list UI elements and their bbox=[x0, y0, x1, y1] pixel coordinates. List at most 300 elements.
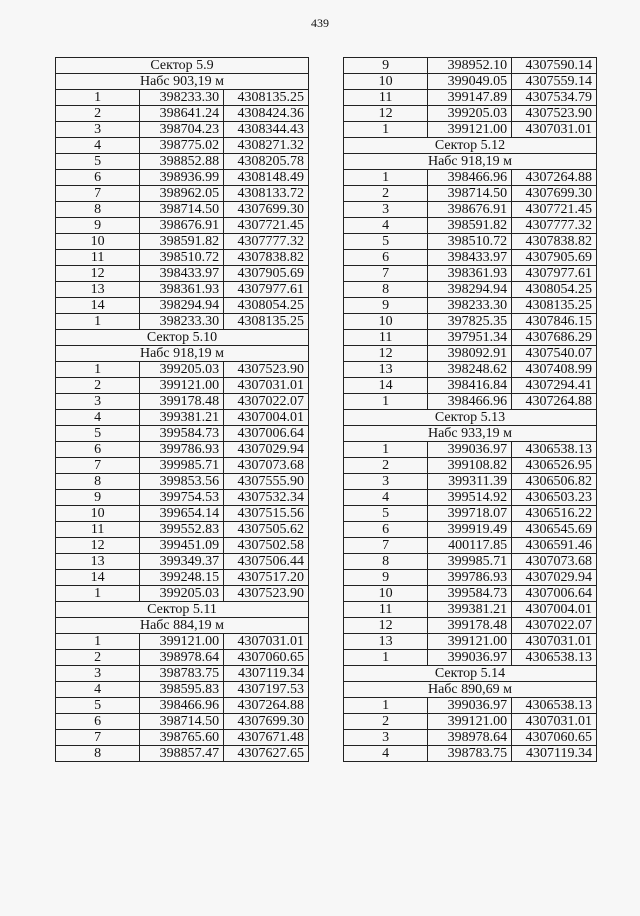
y-coordinate: 4307627.65 bbox=[224, 746, 309, 762]
table-row bbox=[56, 730, 309, 746]
sector-header-row bbox=[344, 426, 597, 442]
point-number: 2 bbox=[344, 186, 428, 202]
x-coordinate: 399205.03 bbox=[140, 362, 224, 378]
x-coordinate: 399853.56 bbox=[140, 474, 224, 490]
point-number: 11 bbox=[56, 250, 140, 266]
sector-header-row bbox=[56, 74, 309, 90]
y-coordinate: 4307506.44 bbox=[224, 554, 309, 570]
x-coordinate: 398466.96 bbox=[428, 170, 512, 186]
table-row bbox=[344, 170, 597, 186]
y-coordinate: 4307004.01 bbox=[224, 410, 309, 426]
table-row bbox=[56, 634, 309, 650]
x-coordinate: 399049.05 bbox=[428, 74, 512, 90]
x-coordinate: 398962.05 bbox=[140, 186, 224, 202]
point-number: 3 bbox=[56, 122, 140, 138]
table-row bbox=[344, 90, 597, 106]
table-row bbox=[56, 122, 309, 138]
y-coordinate: 4307559.14 bbox=[512, 74, 597, 90]
table-row bbox=[56, 106, 309, 122]
y-coordinate: 4307022.07 bbox=[224, 394, 309, 410]
x-coordinate: 398466.96 bbox=[428, 394, 512, 410]
point-number: 2 bbox=[56, 650, 140, 666]
point-number: 9 bbox=[56, 218, 140, 234]
y-coordinate: 4307532.34 bbox=[224, 490, 309, 506]
point-number: 5 bbox=[56, 698, 140, 714]
point-number: 7 bbox=[56, 186, 140, 202]
y-coordinate: 4307031.01 bbox=[512, 634, 597, 650]
table-row bbox=[344, 554, 597, 570]
point-number: 1 bbox=[344, 394, 428, 410]
y-coordinate: 4307505.62 bbox=[224, 522, 309, 538]
x-coordinate: 399178.48 bbox=[428, 618, 512, 634]
x-coordinate: 398361.93 bbox=[140, 282, 224, 298]
point-number: 8 bbox=[56, 202, 140, 218]
point-number: 4 bbox=[344, 218, 428, 234]
y-coordinate: 4307517.20 bbox=[224, 570, 309, 586]
table-row bbox=[344, 650, 597, 666]
point-number: 6 bbox=[56, 170, 140, 186]
point-number: 13 bbox=[344, 634, 428, 650]
table-row bbox=[344, 570, 597, 586]
y-coordinate: 4307264.88 bbox=[224, 698, 309, 714]
table-row bbox=[344, 266, 597, 282]
x-coordinate: 398233.30 bbox=[140, 90, 224, 106]
point-number: 5 bbox=[344, 234, 428, 250]
table-row bbox=[344, 746, 597, 762]
y-coordinate: 4308135.25 bbox=[512, 298, 597, 314]
table-row bbox=[56, 218, 309, 234]
y-coordinate: 4307846.15 bbox=[512, 314, 597, 330]
x-coordinate: 398775.02 bbox=[140, 138, 224, 154]
y-coordinate: 4307197.53 bbox=[224, 682, 309, 698]
x-coordinate: 398233.30 bbox=[428, 298, 512, 314]
sector-height: Набс 890,69 м bbox=[344, 682, 597, 698]
table-row bbox=[56, 570, 309, 586]
y-coordinate: 4307006.64 bbox=[224, 426, 309, 442]
point-number: 12 bbox=[344, 106, 428, 122]
point-number: 5 bbox=[56, 426, 140, 442]
y-coordinate: 4307004.01 bbox=[512, 602, 597, 618]
y-coordinate: 4306538.13 bbox=[512, 442, 597, 458]
y-coordinate: 4307031.01 bbox=[224, 634, 309, 650]
table-row bbox=[344, 634, 597, 650]
x-coordinate: 398852.88 bbox=[140, 154, 224, 170]
x-coordinate: 399718.07 bbox=[428, 506, 512, 522]
point-number: 10 bbox=[344, 586, 428, 602]
point-number: 11 bbox=[344, 602, 428, 618]
y-coordinate: 4308135.25 bbox=[224, 314, 309, 330]
y-coordinate: 4307523.90 bbox=[224, 362, 309, 378]
sector-title: Сектор 5.11 bbox=[56, 602, 309, 618]
table-row bbox=[56, 522, 309, 538]
table-row bbox=[56, 314, 309, 330]
x-coordinate: 399381.21 bbox=[140, 410, 224, 426]
table-row bbox=[344, 298, 597, 314]
y-coordinate: 4306503.23 bbox=[512, 490, 597, 506]
point-number: 8 bbox=[56, 746, 140, 762]
table-row bbox=[56, 666, 309, 682]
x-coordinate: 398857.47 bbox=[140, 746, 224, 762]
coordinates-table-left bbox=[55, 57, 309, 762]
table-row bbox=[56, 394, 309, 410]
y-coordinate: 4307119.34 bbox=[512, 746, 597, 762]
table-row bbox=[56, 138, 309, 154]
point-number: 3 bbox=[344, 730, 428, 746]
table-row bbox=[344, 618, 597, 634]
y-coordinate: 4307905.69 bbox=[512, 250, 597, 266]
table-row bbox=[344, 346, 597, 362]
y-coordinate: 4307031.01 bbox=[224, 378, 309, 394]
point-number: 7 bbox=[344, 538, 428, 554]
sector-height: Набс 918,19 м bbox=[344, 154, 597, 170]
sector-height: Набс 933,19 м bbox=[344, 426, 597, 442]
point-number: 14 bbox=[344, 378, 428, 394]
table-row bbox=[56, 250, 309, 266]
sector-header-row bbox=[56, 58, 309, 74]
table-row bbox=[344, 698, 597, 714]
table-row bbox=[56, 474, 309, 490]
x-coordinate: 397825.35 bbox=[428, 314, 512, 330]
point-number: 4 bbox=[344, 746, 428, 762]
sector-header-row bbox=[56, 346, 309, 362]
point-number: 14 bbox=[56, 298, 140, 314]
point-number: 1 bbox=[56, 90, 140, 106]
y-coordinate: 4307590.14 bbox=[512, 58, 597, 74]
point-number: 6 bbox=[56, 442, 140, 458]
x-coordinate: 399036.97 bbox=[428, 650, 512, 666]
y-coordinate: 4307119.34 bbox=[224, 666, 309, 682]
x-coordinate: 399147.89 bbox=[428, 90, 512, 106]
table-row bbox=[56, 154, 309, 170]
y-coordinate: 4306516.22 bbox=[512, 506, 597, 522]
table-row bbox=[344, 202, 597, 218]
table-row bbox=[344, 394, 597, 410]
x-coordinate: 398591.82 bbox=[428, 218, 512, 234]
point-number: 2 bbox=[344, 714, 428, 730]
table-row bbox=[344, 586, 597, 602]
x-coordinate: 399205.03 bbox=[428, 106, 512, 122]
x-coordinate: 398936.99 bbox=[140, 170, 224, 186]
x-coordinate: 399786.93 bbox=[428, 570, 512, 586]
sector-height: Набс 884,19 м bbox=[56, 618, 309, 634]
x-coordinate: 399985.71 bbox=[428, 554, 512, 570]
table-row bbox=[344, 106, 597, 122]
x-coordinate: 398765.60 bbox=[140, 730, 224, 746]
table-row bbox=[56, 186, 309, 202]
y-coordinate: 4307502.58 bbox=[224, 538, 309, 554]
table-row bbox=[344, 602, 597, 618]
y-coordinate: 4306538.13 bbox=[512, 698, 597, 714]
y-coordinate: 4308133.72 bbox=[224, 186, 309, 202]
x-coordinate: 399036.97 bbox=[428, 442, 512, 458]
point-number: 6 bbox=[344, 250, 428, 266]
point-number: 1 bbox=[344, 122, 428, 138]
point-number: 8 bbox=[344, 554, 428, 570]
x-coordinate: 398233.30 bbox=[140, 314, 224, 330]
point-number: 9 bbox=[344, 570, 428, 586]
point-number: 13 bbox=[56, 282, 140, 298]
y-coordinate: 4307523.90 bbox=[512, 106, 597, 122]
x-coordinate: 398510.72 bbox=[428, 234, 512, 250]
sector-title: Сектор 5.9 bbox=[56, 58, 309, 74]
y-coordinate: 4307073.68 bbox=[512, 554, 597, 570]
y-coordinate: 4306591.46 bbox=[512, 538, 597, 554]
x-coordinate: 398591.82 bbox=[140, 234, 224, 250]
table-row bbox=[344, 490, 597, 506]
point-number: 1 bbox=[56, 362, 140, 378]
point-number: 4 bbox=[344, 490, 428, 506]
x-coordinate: 398433.97 bbox=[140, 266, 224, 282]
point-number: 1 bbox=[344, 650, 428, 666]
sector-header-row bbox=[344, 138, 597, 154]
y-coordinate: 4308271.32 bbox=[224, 138, 309, 154]
point-number: 11 bbox=[56, 522, 140, 538]
y-coordinate: 4306538.13 bbox=[512, 650, 597, 666]
x-coordinate: 399121.00 bbox=[428, 714, 512, 730]
x-coordinate: 398676.91 bbox=[428, 202, 512, 218]
x-coordinate: 398416.84 bbox=[428, 378, 512, 394]
point-number: 1 bbox=[344, 442, 428, 458]
y-coordinate: 4306506.82 bbox=[512, 474, 597, 490]
y-coordinate: 4307977.61 bbox=[512, 266, 597, 282]
table-row bbox=[56, 362, 309, 378]
table-row bbox=[56, 682, 309, 698]
point-number: 7 bbox=[56, 458, 140, 474]
point-number: 8 bbox=[344, 282, 428, 298]
point-number: 10 bbox=[344, 314, 428, 330]
table-row bbox=[56, 266, 309, 282]
x-coordinate: 398294.94 bbox=[428, 282, 512, 298]
x-coordinate: 398248.62 bbox=[428, 362, 512, 378]
y-coordinate: 4308054.25 bbox=[224, 298, 309, 314]
point-number: 4 bbox=[56, 138, 140, 154]
point-number: 14 bbox=[56, 570, 140, 586]
table-row bbox=[56, 714, 309, 730]
sector-header-row bbox=[56, 618, 309, 634]
table-row bbox=[344, 378, 597, 394]
y-coordinate: 4307686.29 bbox=[512, 330, 597, 346]
x-coordinate: 398978.64 bbox=[140, 650, 224, 666]
point-number: 5 bbox=[344, 506, 428, 522]
point-number: 1 bbox=[344, 698, 428, 714]
x-coordinate: 398952.10 bbox=[428, 58, 512, 74]
table-row bbox=[56, 538, 309, 554]
x-coordinate: 399584.73 bbox=[428, 586, 512, 602]
x-coordinate: 399121.00 bbox=[140, 634, 224, 650]
table-row bbox=[344, 474, 597, 490]
point-number: 2 bbox=[56, 378, 140, 394]
table-row bbox=[344, 122, 597, 138]
table-row bbox=[344, 506, 597, 522]
table-row bbox=[344, 234, 597, 250]
table-row bbox=[56, 298, 309, 314]
table-row bbox=[56, 506, 309, 522]
y-coordinate: 4307699.30 bbox=[224, 202, 309, 218]
x-coordinate: 399349.37 bbox=[140, 554, 224, 570]
point-number: 1 bbox=[56, 634, 140, 650]
point-number: 13 bbox=[56, 554, 140, 570]
y-coordinate: 4307540.07 bbox=[512, 346, 597, 362]
y-coordinate: 4307294.41 bbox=[512, 378, 597, 394]
table-row bbox=[344, 282, 597, 298]
point-number: 10 bbox=[56, 506, 140, 522]
table-row bbox=[56, 746, 309, 762]
y-coordinate: 4307264.88 bbox=[512, 170, 597, 186]
table-row bbox=[56, 378, 309, 394]
table-row bbox=[344, 730, 597, 746]
y-coordinate: 4307031.01 bbox=[512, 714, 597, 730]
point-number: 10 bbox=[56, 234, 140, 250]
table-row bbox=[344, 362, 597, 378]
point-number: 3 bbox=[344, 474, 428, 490]
sector-title: Сектор 5.12 bbox=[344, 138, 597, 154]
table-row bbox=[56, 650, 309, 666]
coordinates-table-right bbox=[343, 57, 597, 762]
table-row bbox=[56, 586, 309, 602]
table-row bbox=[56, 282, 309, 298]
table-row bbox=[344, 314, 597, 330]
table-row bbox=[344, 186, 597, 202]
y-coordinate: 4307264.88 bbox=[512, 394, 597, 410]
x-coordinate: 398466.96 bbox=[140, 698, 224, 714]
point-number: 12 bbox=[56, 538, 140, 554]
y-coordinate: 4307838.82 bbox=[224, 250, 309, 266]
y-coordinate: 4307977.61 bbox=[224, 282, 309, 298]
table-row bbox=[344, 250, 597, 266]
table-row bbox=[56, 490, 309, 506]
table-row bbox=[344, 330, 597, 346]
table-row bbox=[344, 538, 597, 554]
table-row bbox=[56, 410, 309, 426]
table-row bbox=[56, 426, 309, 442]
y-coordinate: 4307515.56 bbox=[224, 506, 309, 522]
y-coordinate: 4308054.25 bbox=[512, 282, 597, 298]
x-coordinate: 399919.49 bbox=[428, 522, 512, 538]
x-coordinate: 398783.75 bbox=[428, 746, 512, 762]
sector-header-row bbox=[56, 330, 309, 346]
point-number: 1 bbox=[56, 586, 140, 602]
x-coordinate: 399654.14 bbox=[140, 506, 224, 522]
point-number: 12 bbox=[56, 266, 140, 282]
y-coordinate: 4307029.94 bbox=[224, 442, 309, 458]
table-row bbox=[344, 522, 597, 538]
y-coordinate: 4308148.49 bbox=[224, 170, 309, 186]
point-number: 12 bbox=[344, 346, 428, 362]
point-number: 11 bbox=[344, 330, 428, 346]
point-number: 6 bbox=[56, 714, 140, 730]
y-coordinate: 4307029.94 bbox=[512, 570, 597, 586]
sector-height: Набс 903,19 м bbox=[56, 74, 309, 90]
table-row bbox=[344, 458, 597, 474]
y-coordinate: 4308344.43 bbox=[224, 122, 309, 138]
x-coordinate: 397951.34 bbox=[428, 330, 512, 346]
x-coordinate: 398361.93 bbox=[428, 266, 512, 282]
table-row bbox=[56, 90, 309, 106]
point-number: 6 bbox=[344, 522, 428, 538]
y-coordinate: 4307073.68 bbox=[224, 458, 309, 474]
page-number: 439 bbox=[311, 16, 329, 30]
sector-header-row bbox=[344, 682, 597, 698]
point-number: 5 bbox=[56, 154, 140, 170]
y-coordinate: 4307777.32 bbox=[512, 218, 597, 234]
point-number: 7 bbox=[56, 730, 140, 746]
table-row bbox=[344, 714, 597, 730]
x-coordinate: 399036.97 bbox=[428, 698, 512, 714]
sector-header-row bbox=[344, 666, 597, 682]
point-number: 4 bbox=[56, 682, 140, 698]
y-coordinate: 4307699.30 bbox=[512, 186, 597, 202]
x-coordinate: 399121.00 bbox=[428, 122, 512, 138]
y-coordinate: 4307006.64 bbox=[512, 586, 597, 602]
y-coordinate: 4307555.90 bbox=[224, 474, 309, 490]
point-number: 9 bbox=[56, 490, 140, 506]
point-number: 7 bbox=[344, 266, 428, 282]
x-coordinate: 399178.48 bbox=[140, 394, 224, 410]
y-coordinate: 4307523.90 bbox=[224, 586, 309, 602]
x-coordinate: 399786.93 bbox=[140, 442, 224, 458]
x-coordinate: 398714.50 bbox=[140, 202, 224, 218]
table-row bbox=[56, 458, 309, 474]
sector-title: Сектор 5.13 bbox=[344, 410, 597, 426]
y-coordinate: 4307060.65 bbox=[512, 730, 597, 746]
point-number: 1 bbox=[56, 314, 140, 330]
x-coordinate: 399451.09 bbox=[140, 538, 224, 554]
x-coordinate: 399584.73 bbox=[140, 426, 224, 442]
y-coordinate: 4307671.48 bbox=[224, 730, 309, 746]
x-coordinate: 398704.23 bbox=[140, 122, 224, 138]
point-number: 13 bbox=[344, 362, 428, 378]
point-number: 8 bbox=[56, 474, 140, 490]
x-coordinate: 399311.39 bbox=[428, 474, 512, 490]
table-row bbox=[344, 442, 597, 458]
y-coordinate: 4307699.30 bbox=[224, 714, 309, 730]
x-coordinate: 398294.94 bbox=[140, 298, 224, 314]
y-coordinate: 4307534.79 bbox=[512, 90, 597, 106]
x-coordinate: 398783.75 bbox=[140, 666, 224, 682]
x-coordinate: 399248.15 bbox=[140, 570, 224, 586]
x-coordinate: 399381.21 bbox=[428, 602, 512, 618]
x-coordinate: 399205.03 bbox=[140, 586, 224, 602]
point-number: 2 bbox=[344, 458, 428, 474]
x-coordinate: 399121.00 bbox=[140, 378, 224, 394]
point-number: 10 bbox=[344, 74, 428, 90]
table-row bbox=[344, 218, 597, 234]
y-coordinate: 4307031.01 bbox=[512, 122, 597, 138]
x-coordinate: 398092.91 bbox=[428, 346, 512, 362]
point-number: 9 bbox=[344, 298, 428, 314]
y-coordinate: 4307721.45 bbox=[512, 202, 597, 218]
y-coordinate: 4307838.82 bbox=[512, 234, 597, 250]
y-coordinate: 4308135.25 bbox=[224, 90, 309, 106]
table-row bbox=[56, 554, 309, 570]
point-number: 1 bbox=[344, 170, 428, 186]
point-number: 11 bbox=[344, 90, 428, 106]
table-row bbox=[344, 58, 597, 74]
sector-title: Сектор 5.10 bbox=[56, 330, 309, 346]
point-number: 12 bbox=[344, 618, 428, 634]
sector-header-row bbox=[344, 410, 597, 426]
point-number: 3 bbox=[56, 666, 140, 682]
x-coordinate: 398714.50 bbox=[428, 186, 512, 202]
x-coordinate: 398978.64 bbox=[428, 730, 512, 746]
y-coordinate: 4307408.99 bbox=[512, 362, 597, 378]
table-row bbox=[56, 202, 309, 218]
x-coordinate: 399108.82 bbox=[428, 458, 512, 474]
y-coordinate: 4307905.69 bbox=[224, 266, 309, 282]
y-coordinate: 4307060.65 bbox=[224, 650, 309, 666]
x-coordinate: 398641.24 bbox=[140, 106, 224, 122]
sector-height: Набс 918,19 м bbox=[56, 346, 309, 362]
